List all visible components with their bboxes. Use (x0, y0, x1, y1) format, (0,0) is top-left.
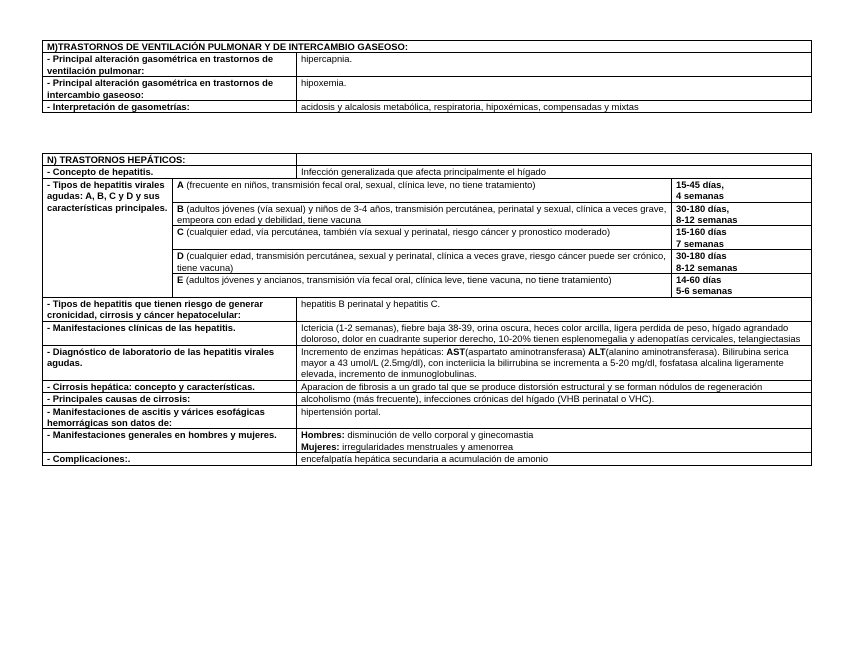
row-question: - Manifestaciones clínicas de las hepatitis. (43, 321, 297, 345)
type-letter: E (177, 274, 184, 286)
men-text: disminución de vello corporal y ginecomastia (344, 429, 534, 441)
row-question: - Principales causas de cirrosis: (43, 393, 297, 405)
period-weeks: 7 semanas (676, 237, 724, 249)
table-row (43, 393, 812, 405)
incubation-period (672, 250, 812, 274)
table-row (43, 429, 812, 453)
men-label: Hombres: (301, 429, 345, 441)
row-question: - Manifestaciones de ascitis y várices esofágicas hemorrágicas son datos de: (43, 405, 297, 429)
hepatitis-type-desc (173, 250, 672, 274)
type-text: (cualquier edad, transmisión percutánea, sexual y perinatal, clínica a veces grave, riesgo cáncer puede ser crónico, tiene vacuna) (177, 250, 666, 273)
women-text: irregularidades menstruales y amenorrea (339, 440, 514, 452)
period-days: 30-180 días, (676, 202, 730, 214)
row-answer: hipertensión portal. (297, 405, 812, 429)
period-days: 15-160 días (676, 226, 727, 238)
period-days: 14-60 días (676, 274, 722, 286)
hepatitis-type-desc (173, 202, 672, 226)
row-question: - Principal alteración gasométrica en trastornos de ventilación pulmonar: (43, 53, 297, 77)
incubation-period (672, 178, 812, 202)
type-text: (frecuente en niños, transmisión fecal oral, sexual, clínica leve, no tiene tratamiento) (183, 178, 536, 190)
row-question: - Concepto de hepatitis. (43, 166, 297, 178)
women-label: Mujeres: (301, 440, 340, 452)
section-m-table (42, 40, 812, 113)
row-question: - Cirrosis hepática: concepto y características. (43, 380, 297, 392)
type-letter: D (177, 250, 184, 262)
alt-label: ALT (588, 345, 606, 357)
type-text: (adultos jóvenes y ancianos, transmisión vía fecal oral, clínica leve, tiene vacuna, no tiene tratamiento) (183, 274, 612, 286)
row-answer: encefalpatía hepática secundaria a acumulación de amonio (297, 453, 812, 465)
type-letter: B (177, 202, 184, 214)
table-row (43, 453, 812, 465)
table-row (43, 77, 812, 101)
incubation-period (672, 226, 812, 250)
incubation-period (672, 202, 812, 226)
table-row (43, 345, 812, 380)
row-answer: hepatitis B perinatal y hepatitis C. (297, 297, 812, 321)
hepatitis-types-label: - Tipos de hepatitis virales agudas: A, B, C y D y sus características principales. (43, 178, 173, 297)
row-answer: hipercapnia. (297, 53, 812, 77)
row-question: - Interpretación de gasometrías: (43, 101, 297, 113)
row-answer: Ictericia (1-2 semanas), fiebre baja 38-39, orina oscura, heces color arcilla, ligera perdida de peso, hígado agrandado doloroso, dolor en cuadrante superior derecho, 10-20% tienen esplenomegalia y adenopatías cervicales, telangiectasias (297, 321, 812, 345)
row-question: - Manifestaciones generales en hombres y mujeres. (43, 429, 297, 453)
lab-text: Incremento de enzimas hepáticas: (301, 345, 447, 357)
period-weeks: 4 semanas (676, 190, 724, 202)
type-letter: C (177, 226, 184, 238)
section-n-title: N) TRASTORNOS HEPÁTICOS: (43, 154, 297, 166)
row-question: - Complicaciones:. (43, 453, 297, 465)
period-weeks: 8-12 semanas (676, 214, 738, 226)
type-letter: A (177, 178, 184, 190)
incubation-period (672, 274, 812, 298)
hepatitis-type-desc (173, 178, 672, 202)
row-answer: hipoxemia. (297, 77, 812, 101)
table-row (43, 405, 812, 429)
type-text: (cualquier edad, vía percutánea, también vía sexual y perinatal, riesgo cáncer y pronostico moderado) (183, 226, 611, 238)
ast-label: AST (446, 345, 466, 357)
row-question: - Tipos de hepatitis que tienen riesgo de generar cronicidad, cirrosis y cáncer hepatocelular: (43, 297, 297, 321)
table-row (43, 380, 812, 392)
table-row (43, 166, 812, 178)
row-answer (297, 345, 812, 380)
hepatitis-type-desc (173, 226, 672, 250)
row-answer: acidosis y alcalosis metabólica, respiratoria, hipoxémicas, compensadas y mixtas (297, 101, 812, 113)
period-days: 30-180 días (676, 250, 727, 262)
table-row (43, 53, 812, 77)
row-question: - Principal alteración gasométrica en trastornos de intercambio gaseoso: (43, 77, 297, 101)
row-answer: alcoholismo (más frecuente), infecciones crónicas del hígado (VHB perinatal o VHC). (297, 393, 812, 405)
type-text: (adultos jóvenes (vía sexual) y niños de 3-4 años, transmisión percutánea, perinatal y sexual, clínica a veces grave, empeora con edad y debilidad, tiene vacuna (177, 202, 667, 226)
empty-cell (297, 154, 812, 166)
section-n-table (42, 153, 812, 466)
hepatitis-type-row (43, 178, 812, 202)
period-weeks: 8-12 semanas (676, 261, 738, 273)
period-days: 15-45 días, (676, 178, 724, 190)
hepatitis-type-desc (173, 274, 672, 298)
period-weeks: 5-6 semanas (676, 285, 733, 297)
section-m-title: M)TRASTORNOS DE VENTILACIÓN PULMONAR Y DE INTERCAMBIO GASEOSO: (43, 41, 812, 53)
table-row (43, 101, 812, 113)
table-row (43, 321, 812, 345)
row-answer: Infección generalizada que afecta principalmente el hígado (297, 166, 812, 178)
lab-text: (aspartato aminotransferasa) (465, 345, 589, 357)
row-answer: Aparacion de fibrosis a un grado tal que se produce distorsión estructural y se forman nódulos de regeneración (297, 380, 812, 392)
row-question: - Diagnóstico de laboratorio de las hepatitis virales agudas. (43, 345, 297, 380)
lab-text: (alanino aminotransferasa). Bilirubina serica mayor a 43 umol/L (2.5mg/dl), con incteriicia la bilirrubina se incrementa a 5-20 mg/dl, fosfatasa alcalina ligeramente elevada, incremento de inmunoglobulinas. (301, 345, 789, 380)
row-answer (297, 429, 812, 453)
table-row (43, 297, 812, 321)
